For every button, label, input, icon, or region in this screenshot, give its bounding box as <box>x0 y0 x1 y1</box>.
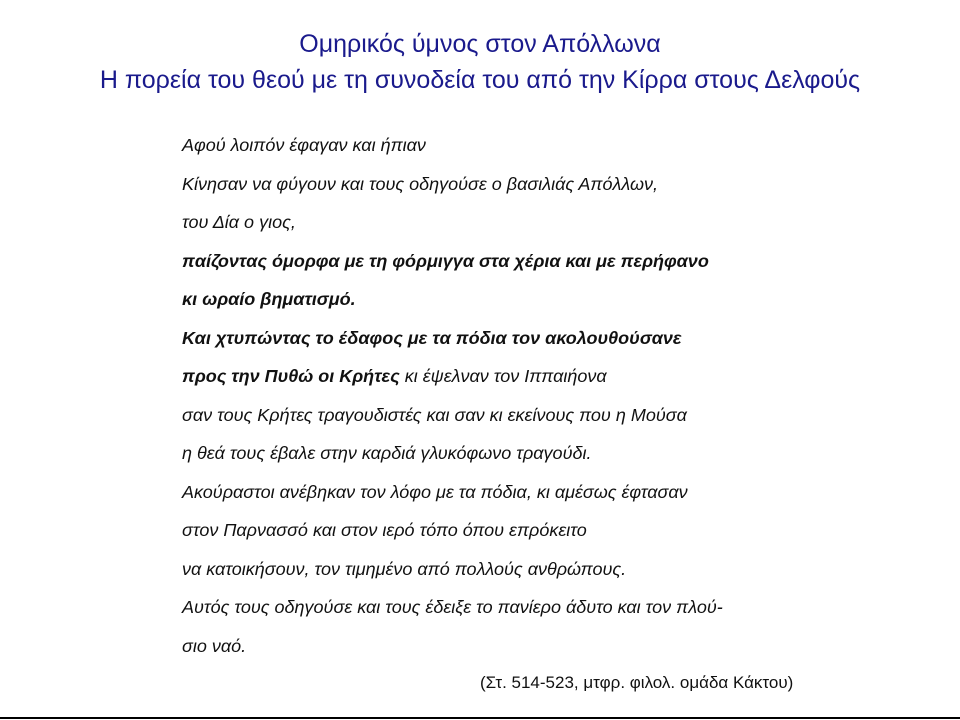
poem-line-bold: παίζοντας όμορφα με τη φόρμιγγα στα χέρια και με περήφανο <box>182 250 709 271</box>
poem-line-bold: κι ωραίο βηματισμό. <box>182 289 356 309</box>
bottom-divider <box>0 717 960 719</box>
poem-line: Αφού λοιπόν έφαγαν και ήπιαν <box>182 135 426 155</box>
page-subtitle: Η πορεία του θεού με τη συνοδεία του από την Κίρρα στους Δελφούς <box>99 66 861 94</box>
poem-regular-segment: κι έψελναν τον Ιππαιήονα <box>399 366 607 386</box>
poem-line: στον Παρνασσό και στον ιερό τόπο όπου επρόκειτο <box>182 520 587 540</box>
poem-line: η θεά τους έβαλε στην καρδιά γλυκόφωνο τραγούδι. <box>182 443 592 463</box>
poem-bold-segment: προς την Πυθώ οι Κρήτες <box>182 366 400 386</box>
poem-text <box>182 130 922 669</box>
poem-line-bold: Και χτυπώντας το έδαφος με τα πόδια τον ακολουθούσανε <box>182 327 682 348</box>
citation-text: (Στ. 514-523, μτφρ. φιλολ. ομάδα Κάκτου) <box>480 673 794 692</box>
poem-line-mixed <box>182 361 922 400</box>
poem-line: σιο ναό. <box>182 635 247 656</box>
poem-line: Αυτός τους οδηγούσε και τους έδειξε το πανίερο άδυτο και τον πλού- <box>182 597 723 617</box>
poem-line: Ακούραστοι ανέβηκαν τον λόφο με τα πόδια, κι αμέσως έφτασαν <box>182 481 688 502</box>
poem-line: να κατοικήσουν, τον τιμημένο από πολλούς ανθρώπους. <box>182 558 627 579</box>
poem-line: του Δία ο γιος, <box>182 212 296 232</box>
poem-line: σαν τους Κρήτες τραγουδιστές και σαν κι εκείνους που η Μούσα <box>182 404 687 425</box>
page-title: Ομηρικός ύμνος στον Απόλλωνα <box>299 30 661 58</box>
poem-line: Κίνησαν να φύγουν και τους οδηγούσε ο βασιλιάς Απόλλων, <box>182 173 658 194</box>
